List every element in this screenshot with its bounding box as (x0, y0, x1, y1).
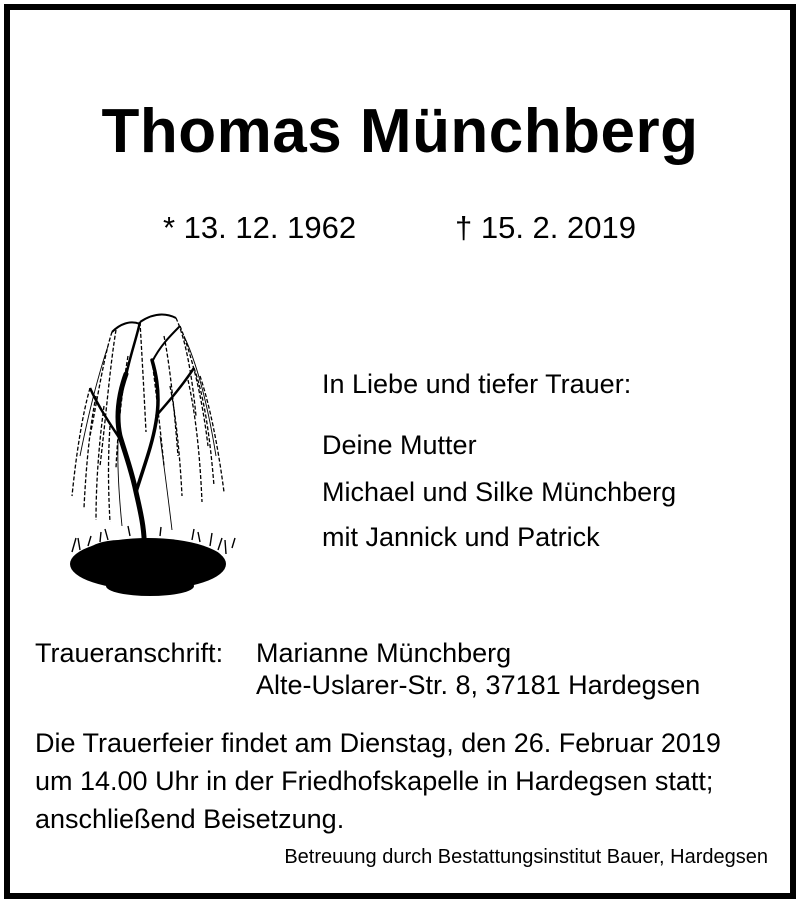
mourner-line: Deine Mutter (322, 430, 477, 460)
birth-date: * 13. 12. 1962 (163, 210, 357, 245)
weeping-willow-icon (60, 296, 240, 610)
mourners-intro: In Liebe und tiefer Trauer: (322, 369, 632, 399)
funeral-home-credit: Betreuung durch Bestattungsinstitut Bauer, Hardegsen (284, 846, 768, 868)
deceased-name: Thomas Münchberg (101, 97, 699, 166)
service-line: um 14.00 Uhr in der Friedhofskapelle in Hardegsen statt; (35, 766, 714, 796)
address-name: Marianne Münchberg (256, 638, 512, 668)
service-line: anschließend Beisetzung. (35, 804, 345, 834)
mourner-line: mit Jannick und Patrick (322, 522, 600, 552)
address-label: Traueranschrift: (35, 638, 224, 668)
address-street: Alte-Uslarer-Str. 8, 37181 Hardegsen (256, 670, 701, 700)
mourner-line: Michael und Silke Münchberg (322, 477, 677, 507)
service-line: Die Trauerfeier findet am Dienstag, den 26. Februar 2019 (35, 728, 721, 758)
death-date: † 15. 2. 2019 (455, 210, 636, 245)
